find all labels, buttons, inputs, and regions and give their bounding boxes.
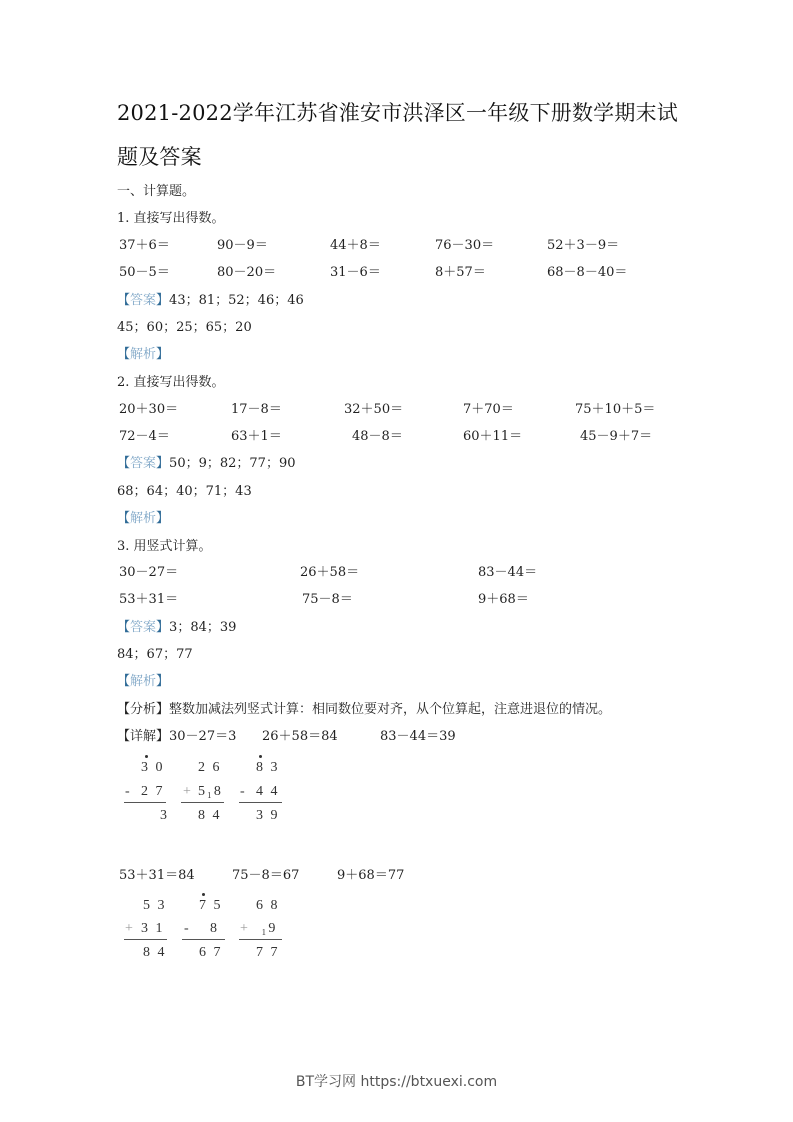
q2-expr: 20＋30＝ — [119, 402, 179, 417]
vcalc-result: 3 9 — [256, 808, 280, 823]
vcalc-op: - — [240, 784, 247, 799]
q3-xiangjie — [117, 725, 236, 744]
xiangjie-label: 【详解】 — [117, 729, 170, 744]
bracket-close: 】 — [156, 347, 170, 362]
q3-answer — [117, 616, 236, 635]
q3-analysis — [117, 670, 169, 689]
vcalc-op: + — [183, 784, 193, 799]
vcalc-result: 3 — [160, 808, 169, 823]
question-3-heading: 3. 用竖式计算。 — [117, 539, 212, 554]
bracket-open: 【 — [117, 511, 131, 526]
vcalc-mid: 3 1 — [141, 921, 165, 936]
q1-expr: 76－30＝ — [435, 238, 495, 253]
vcalc-mid: 5₁8 — [198, 784, 223, 799]
vcalc-mid: ₁9 — [256, 921, 278, 936]
q2-expr: 17－8＝ — [231, 402, 282, 417]
vcalc-rule — [239, 802, 282, 803]
vcalc-rule — [182, 939, 225, 940]
q2-expr: 45－9＋7＝ — [580, 429, 653, 444]
q2-expr: 7＋70＝ — [463, 402, 514, 417]
q1-expr: 52＋3－9＝ — [547, 238, 620, 253]
q3-expr: 83－44＝ — [478, 565, 538, 580]
q2-expr: 75＋10＋5＝ — [575, 402, 656, 417]
q1-answer-line2: 45；60；25；65；20 — [117, 320, 252, 335]
answer-label: 答案 — [130, 620, 157, 635]
vcalc-result: 8 4 — [198, 808, 222, 823]
answer-values: 50；9；82；77；90 — [169, 456, 296, 471]
vcalc-mid: 4 4 — [256, 784, 280, 799]
borrow-dot — [202, 893, 205, 896]
detail-expr: 26＋58＝84 — [262, 729, 338, 744]
vcalc-rule — [124, 939, 167, 940]
bracket-open: 【 — [117, 674, 131, 689]
q2-answer — [117, 452, 296, 471]
vcalc-rule — [124, 802, 166, 803]
vcalc-op: - — [125, 784, 132, 799]
q1-expr: 37＋6＝ — [119, 238, 170, 253]
q2-expr: 48－8＝ — [352, 429, 403, 444]
q2-analysis — [117, 507, 169, 526]
q3-expr: 53＋31＝ — [119, 592, 179, 607]
bracket-open: 【 — [117, 347, 131, 362]
vcalc-rule — [181, 802, 224, 803]
q1-analysis — [117, 343, 169, 362]
vcalc-top: 3 0 — [141, 760, 165, 775]
answer-values: 3；84；39 — [169, 620, 237, 635]
detail-expr: 83－44＝39 — [380, 729, 456, 744]
vcalc-rule — [239, 939, 282, 940]
q3-expr: 75－8＝ — [302, 592, 353, 607]
bracket-close: 】 — [156, 620, 170, 635]
vcalc-mid: 8 — [199, 921, 219, 936]
analysis-label: 解析 — [130, 511, 157, 526]
q1-expr: 90－9＝ — [217, 238, 268, 253]
document-title-line2: 题及答案 — [117, 145, 202, 169]
q1-expr: 44＋8＝ — [330, 238, 381, 253]
question-1-heading: 1. 直接写出得数。 — [117, 211, 225, 226]
q1-expr: 31－6＝ — [330, 265, 381, 280]
q3-expr: 26＋58＝ — [300, 565, 360, 580]
vcalc-op: + — [240, 921, 250, 936]
bracket-close: 】 — [156, 511, 170, 526]
vcalc-top: 6 8 — [256, 898, 280, 913]
detail-expr: 75－8＝67 — [232, 868, 300, 883]
detail-expr: 9＋68＝77 — [337, 868, 405, 883]
footer-watermark: BT学习网 https://btxuexi.com — [295, 1074, 498, 1090]
analysis-label: 解析 — [130, 674, 157, 689]
q1-expr: 50－5＝ — [119, 265, 170, 280]
vcalc-result: 6 7 — [199, 945, 223, 960]
vcalc-mid: 2 7 — [141, 784, 165, 799]
q1-expr: 8＋57＝ — [435, 265, 486, 280]
borrow-dot — [259, 755, 262, 758]
vcalc-top: 7 5 — [199, 898, 223, 913]
q2-expr: 60＋11＝ — [463, 429, 523, 444]
q2-expr: 63＋1＝ — [231, 429, 282, 444]
answer-values: 43；81；52；46；46 — [169, 293, 304, 308]
q1-answer — [117, 289, 304, 308]
document-title-line1: 2021-2022学年江苏省淮安市洪泽区一年级下册数学期末试 — [117, 101, 678, 125]
bracket-open: 【 — [117, 620, 131, 635]
section-heading: 一、计算题。 — [117, 184, 196, 199]
q1-expr: 68－8－40＝ — [547, 265, 628, 280]
bracket-close: 】 — [156, 293, 170, 308]
bracket-open: 【 — [117, 293, 131, 308]
detail-expr: 53＋31＝84 — [119, 868, 195, 883]
vcalc-op: - — [184, 921, 191, 936]
vcalc-top: 5 3 — [143, 898, 167, 913]
bracket-close: 】 — [156, 674, 170, 689]
q1-expr: 80－20＝ — [217, 265, 277, 280]
q3-expr: 30－27＝ — [119, 565, 179, 580]
answer-label: 答案 — [130, 293, 157, 308]
vcalc-top: 8 3 — [256, 760, 280, 775]
q2-answer-line2: 68；64；40；71；43 — [117, 484, 252, 499]
analysis-label: 解析 — [130, 347, 157, 362]
vcalc-result: 8 4 — [143, 945, 167, 960]
q2-expr: 32＋50＝ — [344, 402, 404, 417]
bracket-close: 】 — [156, 456, 170, 471]
fenxi-label: 【分析】 — [117, 702, 170, 717]
vcalc-result: 7 7 — [256, 945, 280, 960]
q3-answer-line2: 84；67；77 — [117, 647, 193, 662]
bracket-open: 【 — [117, 456, 131, 471]
detail-expr: 30－27＝3 — [169, 729, 237, 744]
fenxi-text: 整数加减法列竖式计算：相同数位要对齐，从个位算起，注意进退位的情况。 — [169, 702, 612, 717]
vcalc-op: + — [125, 921, 135, 936]
question-2-heading: 2. 直接写出得数。 — [117, 375, 225, 390]
borrow-dot — [145, 755, 148, 758]
vcalc-top: 2 6 — [198, 760, 222, 775]
answer-label: 答案 — [130, 456, 157, 471]
q3-expr: 9＋68＝ — [478, 592, 529, 607]
q3-fenxi — [117, 698, 611, 717]
q2-expr: 72－4＝ — [119, 429, 170, 444]
